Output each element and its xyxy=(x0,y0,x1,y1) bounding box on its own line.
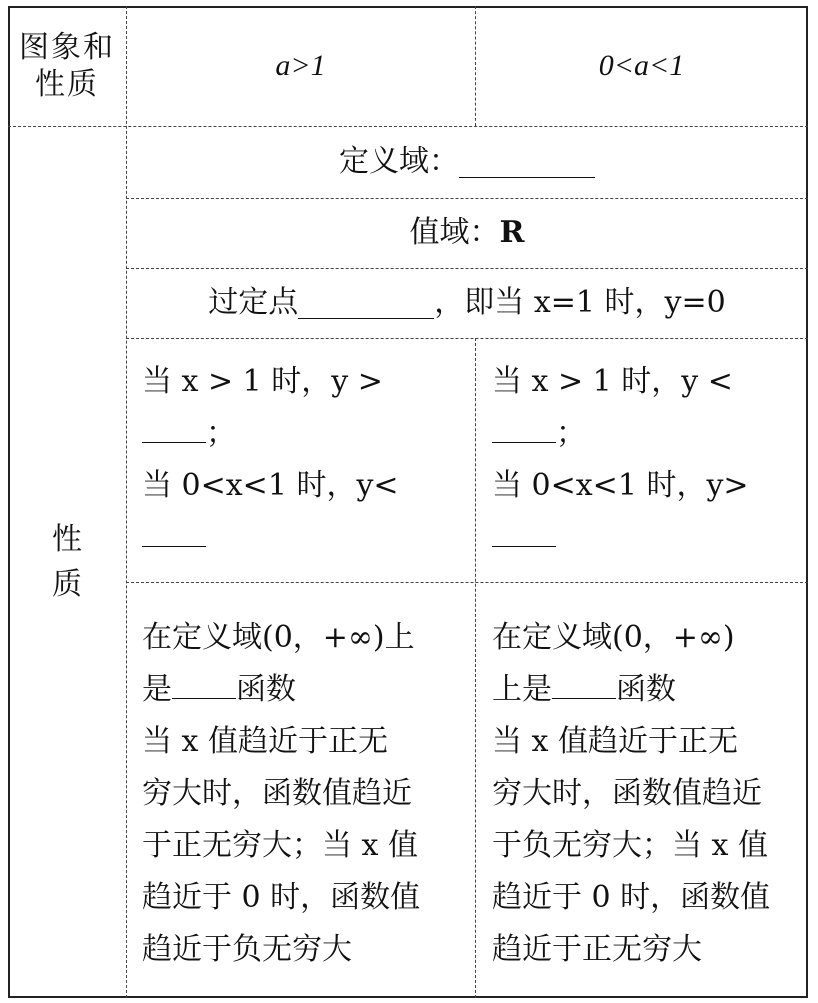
sign-left-line1: 当 x > 1 时，y > xyxy=(142,364,383,399)
header-label-cell xyxy=(8,6,126,126)
mono-left-line4: 穷大时，函数值趋近 xyxy=(142,776,412,811)
sign-right-line1: 当 x > 1 时，y < xyxy=(492,364,733,399)
mono-right-blank xyxy=(552,668,616,699)
mono-left-line1: 在定义域(0，+∞)上 xyxy=(142,620,415,655)
header-a-greater-1: a>1 xyxy=(275,49,326,83)
mono-right-line5: 于负无穷大；当 x 值 xyxy=(492,828,768,863)
fixed-point-suffix: ，即当 x=1 时，y=0 xyxy=(434,285,726,321)
properties-label xyxy=(8,126,126,998)
header-label-line1: 图象和 xyxy=(19,29,115,65)
fixed-point-label: 过定点 xyxy=(208,285,299,321)
mono-right-line7: 趋近于正无穷大 xyxy=(492,932,702,967)
sign-left-blank2 xyxy=(142,516,206,547)
mono-right-line2b: 函数 xyxy=(616,672,676,707)
mono-right-cell xyxy=(492,612,802,976)
divider xyxy=(126,338,808,339)
fixed-point-row xyxy=(126,268,808,338)
mono-right-line2a: 上是 xyxy=(492,672,552,707)
header-a-between-0-1: 0<a<1 xyxy=(598,49,685,83)
sign-left-line3: 当 0<x<1 时，y< xyxy=(142,468,399,503)
sign-right-blank2 xyxy=(492,516,556,547)
mono-left-line2b: 函数 xyxy=(236,672,296,707)
mono-right-line1: 在定义域(0，+∞) xyxy=(492,620,735,655)
sign-right-blank1 xyxy=(492,412,556,443)
mono-left-line3: 当 x 值趋近于正无 xyxy=(142,724,388,759)
mono-right-line6: 趋近于 0 时，函数值 xyxy=(492,880,771,915)
sign-right-line2: ； xyxy=(556,416,586,451)
mono-left-blank xyxy=(172,668,236,699)
sign-left-cell xyxy=(142,356,462,564)
range-value: R xyxy=(499,215,525,251)
domain-label: 定义域： xyxy=(339,144,459,180)
mono-left-line7: 趋近于负无穷大 xyxy=(142,932,352,967)
properties-label-line1: 性 xyxy=(52,521,82,557)
sign-left-line2: ； xyxy=(206,416,236,451)
sign-right-cell xyxy=(492,356,802,564)
domain-row xyxy=(126,126,808,198)
mono-right-line4: 穷大时，函数值趋近 xyxy=(492,776,762,811)
properties-label-line2: 质 xyxy=(52,567,82,602)
header-label-line2: 性质 xyxy=(35,67,99,102)
mono-left-cell xyxy=(142,612,462,976)
sign-right-line3: 当 0<x<1 时，y> xyxy=(492,468,749,503)
divider xyxy=(475,338,476,998)
sign-left-blank1 xyxy=(142,412,206,443)
range-label: 值域： xyxy=(409,215,500,251)
range-row xyxy=(126,198,808,268)
domain-blank xyxy=(459,147,595,178)
mono-left-line5: 于正无穷大；当 x 值 xyxy=(142,828,418,863)
mono-left-line6: 趋近于 0 时，函数值 xyxy=(142,880,421,915)
mono-left-line2a: 是 xyxy=(142,672,172,707)
divider xyxy=(126,582,808,583)
fixed-point-blank xyxy=(298,288,434,319)
mono-right-line3: 当 x 值趋近于正无 xyxy=(492,724,738,759)
